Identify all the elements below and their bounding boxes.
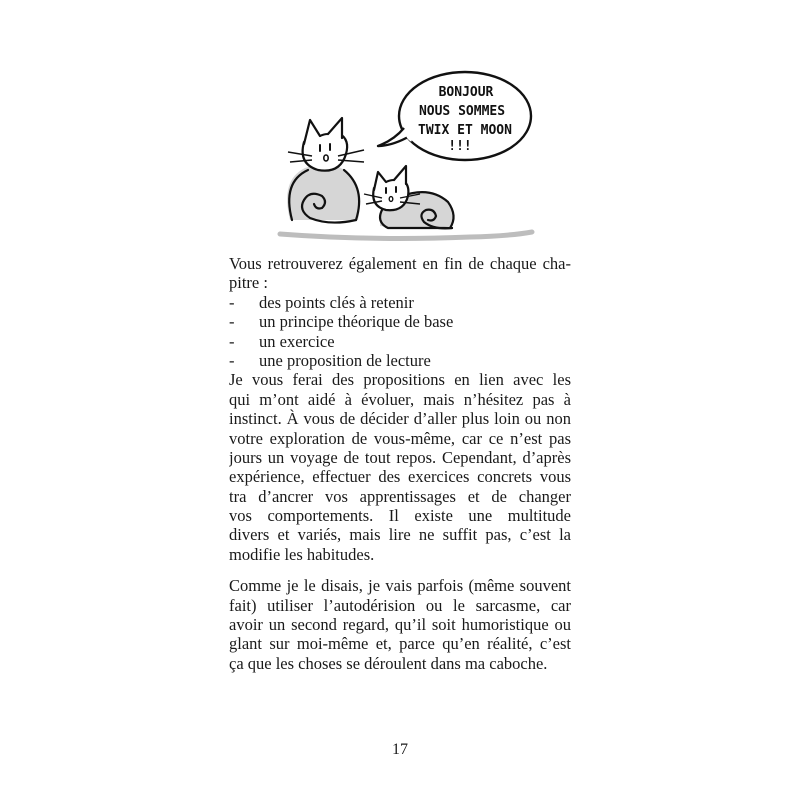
- list-item-text: un exercice: [259, 331, 335, 351]
- big-cat: [287, 118, 364, 223]
- paragraph-line: instinct. À vous de décider d’aller plus loin ou non: [229, 409, 571, 429]
- bubble-line-4: !!!: [448, 139, 472, 154]
- paragraph-line: modifie les habitudes.: [229, 544, 375, 564]
- ground-shadow: [280, 232, 532, 238]
- list-dash: -: [229, 292, 235, 312]
- bubble-line-2: NOUS SOMMES: [418, 104, 506, 119]
- intro-line-2: pitre :: [229, 273, 268, 293]
- cats-illustration: [270, 60, 540, 250]
- paragraph-line: expérience, effectuer des exercices concrets vous: [229, 467, 571, 487]
- list-item-text: une proposition de lecture: [259, 350, 431, 370]
- paragraph-line: ça que les choses se déroulent dans ma caboche.: [229, 653, 548, 673]
- list-item: [229, 293, 571, 312]
- body-text: [229, 254, 571, 673]
- intro-paragraph: [229, 254, 571, 293]
- page-number: 17: [392, 741, 408, 758]
- paragraph-line: glant sur moi-même et, parce qu’en réalité, c’est: [229, 634, 571, 654]
- list-item: [229, 332, 571, 351]
- list-item-text: des points clés à retenir: [259, 292, 414, 312]
- paragraph-line: divers et variés, mais lire ne suffit pas, c’est la: [229, 525, 571, 545]
- bubble-line-3: TWIX ET MOON: [418, 123, 512, 138]
- paragraph-line: votre exploration de vous-même, car ce n’est pas: [229, 428, 571, 448]
- speech-bubble: [378, 72, 531, 160]
- list-dash: -: [229, 350, 235, 370]
- paragraph-line: Comme je le disais, je vais parfois (même souvent: [229, 576, 571, 596]
- small-cat: [364, 166, 454, 229]
- paragraph-line: qui m’ont aidé à évoluer, mais n’hésitez pas à: [229, 389, 571, 409]
- list-dash: -: [229, 331, 235, 351]
- paragraph-line: tra d’ancrer vos apprentissages et de changer: [229, 486, 571, 506]
- paragraph-gap: [229, 564, 571, 576]
- paragraph-line: Je vous ferai des propositions en lien avec les: [229, 370, 571, 390]
- list-item: [229, 351, 571, 370]
- bubble-line-1: BONJOUR: [438, 85, 494, 100]
- list-dash: -: [229, 312, 235, 332]
- chapter-contents-list: [229, 293, 571, 371]
- paragraph-line: jours un voyage de tout repos. Cependant, d’après: [229, 447, 571, 467]
- paragraph-line: avoir un second regard, qu’il soit humoristique ou: [229, 615, 571, 635]
- paragraph-line: fait) utiliser l’autodérision ou le sarcasme, car: [229, 595, 571, 615]
- paragraph-humor: [229, 576, 571, 673]
- list-item-text: un principe théorique de base: [259, 312, 454, 332]
- intro-line-1: Vous retrouverez également en fin de chaque cha-: [229, 254, 571, 273]
- paragraph-line: vos comportements. Il existe une multitude: [229, 506, 571, 526]
- paragraph-exercises: [229, 370, 571, 564]
- list-item: [229, 312, 571, 331]
